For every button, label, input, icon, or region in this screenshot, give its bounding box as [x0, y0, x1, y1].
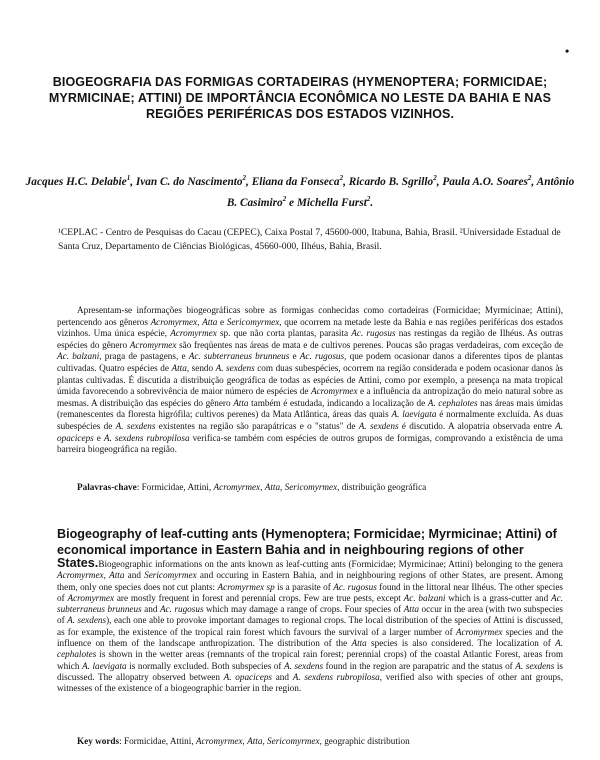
author-affiliation-mark: 2 — [339, 174, 344, 182]
text-run: and occuring in Eastern Bahia, and in neighbouring regions of other States, are present. Among them, only one species does not cut plants: — [57, 570, 564, 592]
text-run: is a parasite of — [274, 581, 334, 592]
text-run: e a influência da antropização do meio natural sobre as mesmas. A distribuição das espécies do gênero — [57, 386, 563, 408]
italic-term: A. sexdens — [215, 362, 255, 373]
portuguese-title: BIOGEOGRAFIA DAS FORMIGAS CORTADEIRAS (HYMENOPTERA; FORMICIDAE; MYRMICINAE; ATTINI) DE IMPORTÂNCIA ECONÔMICA NO LESTE DA BAHIA E NAS REGIÕES PERIFÉRICAS DOS ESTADOS VIZINHOS. — [48, 75, 552, 121]
text-run: , — [197, 316, 203, 327]
italic-term: Ac. subterraneus brunneus — [57, 592, 564, 615]
text-run: , geographic distribution — [319, 736, 410, 746]
italic-term: Atta — [264, 482, 281, 492]
author-affiliation-mark: 2 — [433, 174, 437, 182]
text-run: is shown in the wetter areas (remnants of the tropical rain forest; perennial crops) of the coastal Atlantic Forest, areas from which — [57, 649, 563, 671]
italic-term: Ac. rugosus — [299, 351, 345, 362]
text-run: ), each one able to provoke important damages to regional crops. The local distribution of the species of Attini is discussed, as for example, the existence of the tropical rain forest which favours the survival of a larger number of — [57, 615, 563, 637]
text-run: , — [242, 736, 248, 746]
italic-term: Acromyrmex — [67, 592, 115, 603]
english-abstract — [57, 558, 563, 695]
italic-term: Atta — [109, 570, 125, 581]
italic-term: Ac. rugosus — [333, 581, 377, 592]
affiliations: ¹CEPLAC - Centro de Pesquisas do Cacau (CEPEC), Caixa Postal 7, 45600-000, Itabuna, Bahia, Brasil. ²Universidade Estadual de Santa Cruz, Departamento de Ciências Biológicas, 45660-000, Ilhéus, Bahia, Brasil. — [58, 227, 561, 252]
italic-term: Sericomyrmex — [226, 316, 280, 327]
italic-term: Acromyrmex — [455, 626, 503, 637]
keyword-label: Palavras-chave — [77, 482, 137, 492]
italic-term: Acromyrmex — [195, 736, 243, 746]
text-run: existentes na região são parapátricas e o "status" de — [155, 420, 359, 431]
text-run: , — [280, 482, 285, 492]
italic-term: A. sexdens — [358, 420, 399, 431]
text-run: : Formicidae, Attini, — [119, 736, 196, 746]
italic-term: A. sexdens rubropilosa — [103, 432, 190, 443]
portuguese-keywords — [77, 482, 426, 492]
text-run: , que ocorrem na metade leste da Bahia e nas regiões periféricas dos estados vizinhos. Uma única espécie, — [57, 316, 564, 339]
text-run: , praga de pastagens, e — [99, 351, 189, 362]
author-affiliation-mark: 2 — [366, 194, 371, 203]
text-run: , — [260, 482, 265, 492]
author-affiliation-mark: 2 — [282, 194, 287, 203]
english-keywords — [77, 736, 410, 746]
italic-term: A. sexdens rubropilosa — [292, 671, 380, 682]
text-run: found in the region are parapatric and the status of — [323, 660, 516, 671]
text-run: are mostly frequent in forest and perennial crops. Few are true pests, except — [114, 592, 404, 603]
author-name: Antônio B. Casimiro — [226, 175, 575, 209]
text-run: , que podem ocasionar danos a diferentes tipos de plantas cultivadas. Quatro espécies de — [57, 351, 563, 373]
english-title: Biogeography of leaf-cutting ants (Hymenoptera; Formicidae; Myrmicinae; Attini) of economical importance in Eastern Bahia and in neighbouring regions of other — [57, 527, 557, 557]
english-abstract-body — [57, 559, 563, 693]
portuguese-abstract — [57, 305, 563, 456]
text-run: and — [124, 570, 145, 581]
text-run: species and the influence on them of the landscape anthropization. The distribution of the — [57, 626, 563, 649]
italic-term: Ac. rugosus — [159, 604, 204, 615]
italic-term: A. sexdens — [115, 420, 156, 431]
text-run: is discussed. The allopatry observed between — [57, 660, 563, 682]
italic-term: Atta — [171, 362, 187, 373]
italic-term: Atta — [247, 736, 263, 746]
author-affiliation-mark: 2 — [242, 174, 247, 182]
keyword-label: Key words — [77, 736, 120, 746]
italic-term: A. opaciceps — [57, 420, 563, 443]
italic-term: Acromyrmex — [57, 570, 104, 581]
italic-term: Atta — [351, 638, 367, 649]
text-run: and — [272, 671, 293, 682]
author-list: Jacques H.C. Delabie$^1$, Ivan C. do Nascimento$^2$, Eliana da Fonseca$^2$, Ricardo B. Sgrillo$^2$, Paula A.O. Soares$^2$, Antônio B. Casimiro$^2$ e Michella Furst$^2$. — [25, 174, 575, 209]
text-run: com duas subespécies, ocorrem na região considerada e podem ocasionar danos às plantas cultivadas. É discutida a distribuição geográfica de todas as espécies de Attini, como por exemplo, a presença na mata tropical úmida favorecendo a sobrevivência de maior número de espécies de — [57, 362, 564, 397]
text-run: species is also considered. The localization of — [366, 638, 556, 649]
text-run: é discutido. A alopatria observada entre — [398, 420, 556, 431]
author-name: Paula A.O. Soares — [442, 175, 528, 188]
text-run: e — [217, 316, 227, 327]
italic-term: Sericomyrmex — [267, 736, 320, 746]
italic-term: Sericomyrmex — [144, 570, 197, 581]
text-run: Biogeographic informations on the ants known as leaf-cutting ants (Formicidae; Myrmicinae; Attini) belonging to the genera — [98, 559, 563, 569]
italic-term: Ac. balzani — [403, 592, 446, 603]
text-run: is normally excluded. Both subspecies of — [126, 660, 285, 671]
text-run: Apresentam-se informações biogeográficas sobre as formigas conhecidas como cortadeiras (Formicidae; Myrmicinae; Attini), pertencendo aos gêneros — [57, 305, 563, 327]
text-run: occur in the area (with two subspecies of — [57, 604, 563, 626]
italic-term: A. cephalotes — [427, 397, 478, 408]
italic-term: Ac. rugosus — [351, 328, 396, 339]
italic-term: Acromyrmex — [150, 316, 198, 327]
author-name: Michella Furst — [296, 196, 367, 209]
italic-term: Acromyrmex — [310, 386, 358, 397]
italic-term: Atta — [403, 604, 419, 615]
text-run: , verified also with species of other ant groups, witnesses of the existence of a biogeographic barrier in the region. — [57, 671, 563, 694]
text-run: found in the littoral near Ilhéus. The other species of — [57, 581, 563, 603]
italic-term: A. sexdens — [67, 615, 107, 626]
text-run: e — [93, 432, 104, 443]
italic-term: Acromyrmex — [170, 328, 217, 339]
page-marker-dot: • — [565, 44, 570, 58]
author-affiliation-mark: 2 — [527, 174, 532, 182]
author-name: Ricardo B. Sgrillo — [348, 175, 434, 188]
english-title-tail: States. — [57, 556, 99, 570]
italic-term: Acromyrmex sp — [217, 581, 275, 592]
italic-term: A. cephalotes — [57, 638, 563, 660]
italic-term: Ac. balzani — [57, 351, 100, 362]
italic-term: A. laevigata — [391, 409, 437, 420]
text-run: verifica-se também com espécies de outros grupos de formigas, comprovando a existência de uma barreira biogeográfica na região. — [57, 432, 563, 455]
text-run: é normalmente excluída. As duas subespécies de — [57, 409, 563, 431]
author-affiliation-mark: 1 — [126, 174, 131, 182]
text-run: também é estudada, indicando a localização de — [248, 397, 428, 408]
italic-term: Acromyrmex — [213, 482, 261, 492]
text-run: and — [141, 604, 160, 615]
italic-term: Atta — [233, 397, 249, 408]
text-run: nas restingas da região de Ilhéus. As outras espécies do gênero — [57, 328, 564, 350]
italic-term: Acromyrmex — [129, 339, 177, 350]
italic-term: A. laevigata — [82, 660, 127, 671]
italic-term: A. sexdens — [515, 660, 555, 671]
text-run: , — [103, 570, 110, 581]
text-run: nas áreas mais úmidas (remanescentes da floresta higrófila; cultivos perenes) da Mata Atlântica, áreas das quais — [57, 397, 564, 420]
text-run: , — [262, 736, 268, 746]
italic-term: A. sexdens — [284, 660, 324, 671]
text-run: , distribuição geográfica — [337, 482, 427, 492]
author-name: Jacques H.C. Delabie — [25, 175, 127, 188]
text-run: : Formicidae, Attini, — [136, 482, 214, 492]
text-run: which may damage a range of crops. Four species of — [203, 604, 404, 615]
italic-term: Ac. subterraneus brunneus — [188, 351, 290, 362]
text-run: , sendo — [186, 362, 216, 373]
text-run: são freqüentes nas áreas de mata e de cultivos perenes. Poucas são pragas verdadeiras, com exceção de — [176, 339, 563, 350]
text-run: e — [289, 351, 300, 362]
author-name: Ivan C. do Nascimento — [135, 175, 243, 188]
text-run: sp. que não corta plantas, parasita — [216, 328, 352, 339]
author-name: Eliana da Fonseca — [251, 175, 340, 188]
italic-term: Atta — [202, 316, 218, 327]
italic-term: A. opaciceps — [223, 671, 273, 682]
text-run: which is a grass-cutter and — [445, 592, 552, 603]
italic-term: Sericomyrmex — [284, 482, 338, 492]
